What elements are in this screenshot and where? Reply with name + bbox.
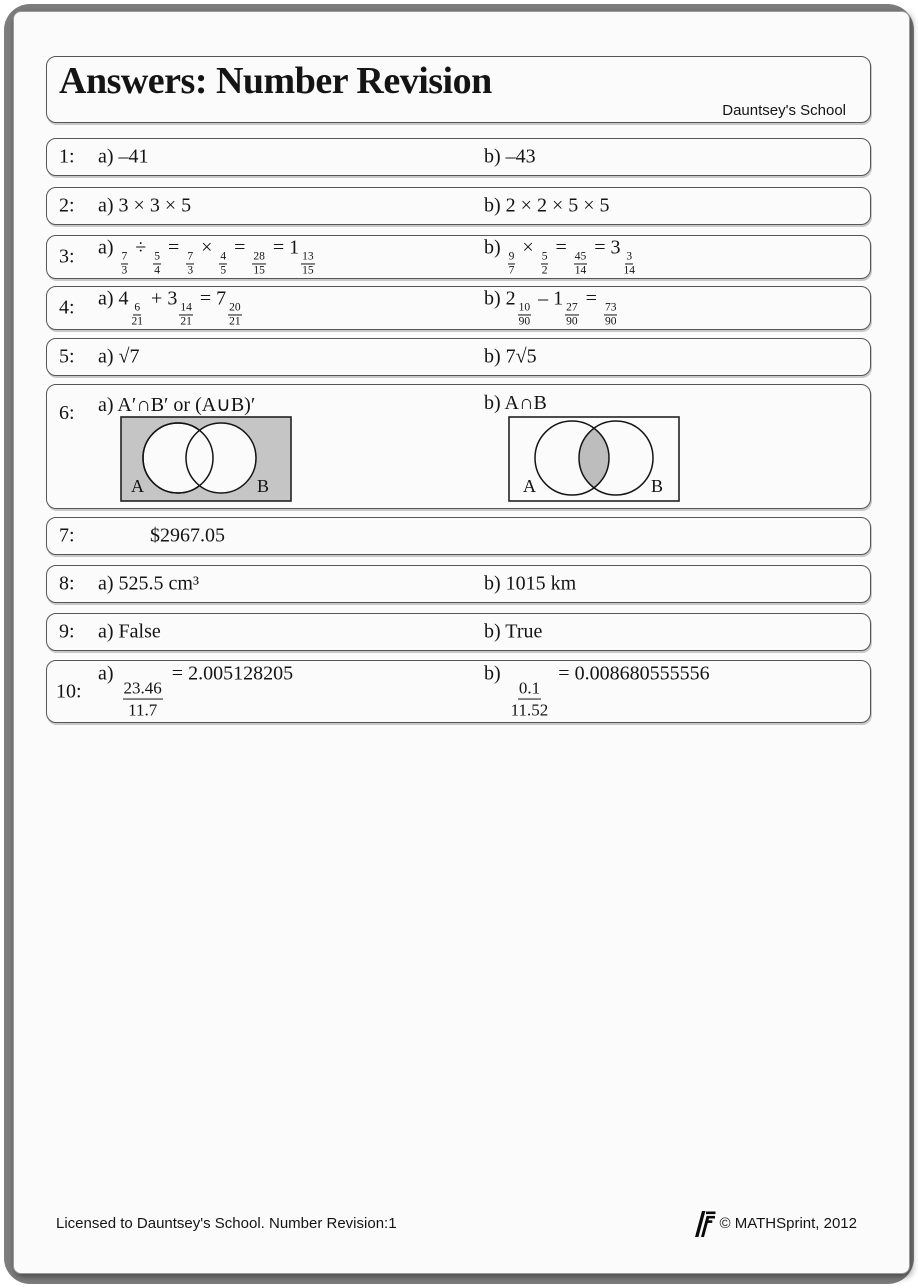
answer-single: $2967.05 [150, 524, 225, 547]
question-number: 1: [59, 145, 75, 168]
worksheet-page [13, 11, 910, 1274]
question-number: 10: [56, 680, 82, 702]
venn-label-b: B [257, 476, 270, 496]
answer-a: a) 4 $\frac{6}{21}$ + 3 $\frac{14}{21}$ = 7 $\frac{20}{21}$ [98, 287, 241, 328]
question-number: 8: [59, 572, 75, 595]
footer-right [692, 1208, 858, 1238]
answer-a-caption: a) A′∩B′ or (A∪B)′ [98, 394, 256, 416]
copyright-text: © MATHSprint, 2012 [719, 1214, 857, 1232]
answer-row-1 [46, 138, 871, 176]
answer-row-2 [46, 187, 871, 225]
answer-b: b) True [484, 620, 543, 643]
answer-a: a) $\frac{7}{3}$ ÷ $\frac{5}{4}$ = $\frac{7}{3}$ × $\frac{4}{5}$ = $\frac{28}{15}$ = 1 $\frac{13}{15}$ [98, 236, 314, 277]
question-number: 2: [59, 194, 75, 217]
venn-diagram-complement [120, 416, 292, 503]
license-text: Licensed to Dauntsey's School. Number Revision:1 [56, 1214, 397, 1232]
answer-a: a) √7 [98, 345, 140, 368]
answer-row-3 [46, 235, 871, 279]
answer-row-4 [46, 286, 871, 330]
venn-label-a: A [523, 476, 536, 496]
answer-row-5 [46, 338, 871, 376]
answer-a: a) $\frac{23.46}{11.7}$ = 2.005128205 [98, 662, 294, 720]
question-number: 4: [59, 296, 75, 319]
answer-a: a) 525.5 cm³ [98, 572, 199, 595]
venn-diagram-intersection [508, 416, 680, 503]
question-number: 5: [59, 345, 75, 368]
venn-label-b: B [651, 476, 664, 496]
venn-label-a: A [131, 476, 144, 496]
answer-b: b) 7√5 [484, 345, 537, 368]
title-box [46, 56, 871, 123]
question-number: 7: [59, 524, 75, 547]
answer-row-6 [46, 384, 871, 509]
answer-a: a) False [98, 620, 161, 643]
answer-b: b) 2 × 2 × 5 × 5 [484, 194, 610, 217]
answer-a: a) –41 [98, 145, 149, 168]
question-number: 6: [59, 402, 75, 424]
answer-a: a) 3 × 3 × 5 [98, 194, 192, 217]
answer-b: b) $\frac{9}{7}$ × $\frac{5}{2}$ = $\frac{45}{14}$ = 3 $\frac{3}{14}$ [484, 236, 636, 277]
school-name: Dauntsey's School [722, 102, 846, 119]
page-footer [56, 1208, 857, 1238]
answer-row-7 [46, 517, 871, 555]
answer-b: b) $\frac{0.1}{11.52}$ = 0.008680555556 [484, 662, 710, 720]
question-number: 3: [59, 245, 75, 268]
page-title: Answers: Number Revision [59, 60, 492, 102]
answer-b: b) –43 [484, 145, 536, 168]
venn-circle-b [186, 423, 256, 493]
question-number: 9: [59, 620, 75, 643]
answer-row-8 [46, 565, 871, 603]
mathsprint-logo-icon [692, 1208, 716, 1238]
answer-b: b) 2 $\frac{10}{90}$ – 1 $\frac{27}{90}$ = $\frac{73}{90}$ [484, 287, 617, 328]
answer-b-caption: b) A∩B [484, 392, 547, 414]
answer-row-10 [46, 660, 871, 723]
answer-b: b) 1015 km [484, 572, 577, 595]
answer-row-9 [46, 613, 871, 651]
